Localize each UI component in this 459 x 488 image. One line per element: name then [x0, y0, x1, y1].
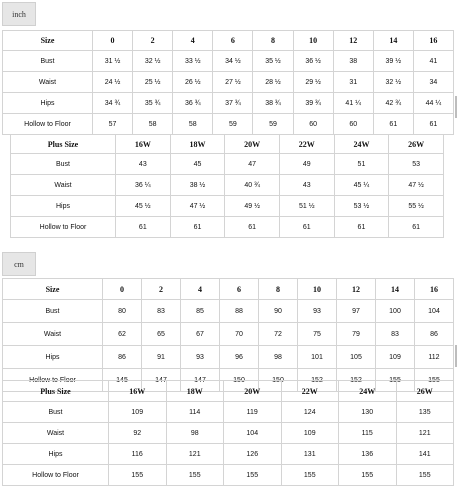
table-row	[3, 444, 454, 465]
measurement-value: 155	[396, 465, 454, 486]
measurement-value: 41	[413, 51, 453, 72]
measurement-value: 61	[279, 217, 334, 238]
measurement-value: 24 ½	[93, 72, 133, 93]
measurement-value: 62	[103, 323, 142, 346]
measurement-value: 40 ¾	[225, 175, 280, 196]
measurement-value: 34 ½	[213, 51, 253, 72]
size-header-cell: 10	[298, 279, 337, 300]
measurement-value: 36 ¾	[173, 93, 213, 114]
measurement-label: Hips	[3, 444, 109, 465]
measurement-value: 61	[170, 217, 225, 238]
measurement-value: 88	[220, 300, 259, 323]
measurement-value: 34	[413, 72, 453, 93]
table-row	[11, 196, 444, 217]
measurement-value: 61	[413, 114, 453, 135]
table-row	[3, 300, 454, 323]
measurement-value: 131	[281, 444, 339, 465]
size-header-cell: 2	[142, 279, 181, 300]
size-column-header: Plus Size	[11, 135, 116, 154]
measurement-value: 49 ½	[225, 196, 280, 217]
measurement-value: 32 ½	[373, 72, 413, 93]
plus-size-chart-inch	[10, 134, 444, 238]
measurement-value: 93	[181, 346, 220, 369]
measurement-value: 92	[109, 423, 167, 444]
measurement-value: 98	[259, 346, 298, 369]
measurement-label: Bust	[3, 51, 93, 72]
measurement-value: 83	[376, 323, 415, 346]
measurement-value: 98	[166, 423, 224, 444]
size-header-cell: 24W	[339, 381, 397, 402]
measurement-value: 47 ½	[170, 196, 225, 217]
unit-tab-inch[interactable]: inch	[2, 2, 36, 26]
measurement-value: 75	[298, 323, 337, 346]
size-column-header: Size	[3, 279, 103, 300]
size-header-cell: 22W	[281, 381, 339, 402]
measurement-value: 150	[259, 369, 298, 392]
measurement-value: 83	[142, 300, 181, 323]
size-header-cell: 20W	[224, 381, 282, 402]
measurement-value: 152	[298, 369, 337, 392]
measurement-value: 115	[339, 423, 397, 444]
table-row	[3, 465, 454, 486]
measurement-value: 116	[109, 444, 167, 465]
measurement-value: 155	[109, 465, 167, 486]
size-header-cell: 4	[181, 279, 220, 300]
measurement-value: 61	[334, 217, 389, 238]
size-header-cell: 18W	[170, 135, 225, 154]
size-header-cell: 0	[103, 279, 142, 300]
measurement-value: 65	[142, 323, 181, 346]
measurement-value: 59	[213, 114, 253, 135]
measurement-value: 59	[253, 114, 293, 135]
measurement-value: 29 ½	[293, 72, 333, 93]
measurement-label: Hollow to Floor	[3, 114, 93, 135]
measurement-value: 58	[133, 114, 173, 135]
measurement-value: 155	[224, 465, 282, 486]
table-row	[3, 346, 454, 369]
size-header-cell: 26W	[389, 135, 444, 154]
measurement-value: 130	[339, 402, 397, 423]
measurement-value: 45 ½	[116, 196, 171, 217]
measurement-label: Hips	[3, 346, 103, 369]
measurement-value: 150	[220, 369, 259, 392]
measurement-value: 60	[333, 114, 373, 135]
measurement-value: 80	[103, 300, 142, 323]
measurement-value: 104	[224, 423, 282, 444]
measurement-label: Hollow to Floor	[3, 465, 109, 486]
measurement-value: 90	[259, 300, 298, 323]
measurement-value: 32 ½	[133, 51, 173, 72]
size-header-cell: 10	[293, 31, 333, 51]
measurement-value: 70	[220, 323, 259, 346]
table-row	[3, 323, 454, 346]
measurement-value: 147	[142, 369, 181, 392]
measurement-value: 145	[103, 369, 142, 392]
scrollbar-cm[interactable]	[455, 345, 457, 367]
unit-tab-cm[interactable]: cm	[2, 252, 36, 276]
measurement-value: 38 ½	[170, 175, 225, 196]
measurement-value: 47 ½	[389, 175, 444, 196]
measurement-value: 72	[259, 323, 298, 346]
measurement-label: Waist	[3, 423, 109, 444]
measurement-value: 31 ½	[93, 51, 133, 72]
measurement-value: 34 ¾	[93, 93, 133, 114]
measurement-value: 33 ½	[173, 51, 213, 72]
measurement-value: 43	[116, 154, 171, 175]
measurement-label: Hips	[3, 93, 93, 114]
measurement-value: 155	[281, 465, 339, 486]
size-header-cell: 12	[333, 31, 373, 51]
measurement-label: Hips	[11, 196, 116, 217]
measurement-value: 109	[376, 346, 415, 369]
measurement-label: Waist	[11, 175, 116, 196]
table-row	[3, 93, 454, 114]
measurement-label: Hollow to Floor	[3, 369, 103, 392]
table-row	[3, 72, 454, 93]
measurement-value: 61	[373, 114, 413, 135]
measurement-value: 124	[281, 402, 339, 423]
measurement-value: 93	[298, 300, 337, 323]
measurement-value: 126	[224, 444, 282, 465]
measurement-value: 41 ¼	[333, 93, 373, 114]
measurement-value: 61	[389, 217, 444, 238]
measurement-value: 136	[339, 444, 397, 465]
measurement-value: 155	[339, 465, 397, 486]
measurement-value: 79	[337, 323, 376, 346]
plus-size-chart-cm	[2, 380, 454, 486]
measurement-value: 55 ½	[389, 196, 444, 217]
measurement-value: 44 ¼	[413, 93, 453, 114]
table-row	[3, 51, 454, 72]
table-row	[11, 217, 444, 238]
size-header-cell: 14	[376, 279, 415, 300]
size-header-cell: 16W	[116, 135, 171, 154]
measurement-value: 39 ½	[373, 51, 413, 72]
measurement-value: 155	[166, 465, 224, 486]
measurement-value: 38 ¾	[253, 93, 293, 114]
measurement-value: 58	[173, 114, 213, 135]
measurement-value: 35 ¾	[133, 93, 173, 114]
measurement-value: 47	[225, 154, 280, 175]
measurement-value: 104	[415, 300, 454, 323]
measurement-value: 105	[337, 346, 376, 369]
table-row	[3, 114, 454, 135]
standard-size-chart-inch	[2, 30, 454, 135]
measurement-value: 109	[109, 402, 167, 423]
measurement-value: 86	[103, 346, 142, 369]
measurement-value: 57	[93, 114, 133, 135]
scrollbar-inch[interactable]	[455, 96, 457, 118]
measurement-value: 91	[142, 346, 181, 369]
measurement-value: 42 ¾	[373, 93, 413, 114]
measurement-value: 53	[389, 154, 444, 175]
size-header-cell: 2	[133, 31, 173, 51]
measurement-value: 152	[337, 369, 376, 392]
header-row	[3, 31, 454, 51]
measurement-value: 43	[279, 175, 334, 196]
measurement-value: 26 ½	[173, 72, 213, 93]
measurement-value: 100	[376, 300, 415, 323]
size-header-cell: 16	[413, 31, 453, 51]
measurement-value: 109	[281, 423, 339, 444]
size-header-cell: 24W	[334, 135, 389, 154]
measurement-value: 53 ½	[334, 196, 389, 217]
measurement-value: 112	[415, 346, 454, 369]
size-header-cell: 8	[259, 279, 298, 300]
measurement-value: 49	[279, 154, 334, 175]
measurement-value: 61	[225, 217, 280, 238]
measurement-value: 37 ¾	[213, 93, 253, 114]
measurement-label: Hollow to Floor	[11, 217, 116, 238]
measurement-value: 35 ½	[253, 51, 293, 72]
size-header-cell: 16W	[109, 381, 167, 402]
measurement-value: 28 ½	[253, 72, 293, 93]
measurement-value: 86	[415, 323, 454, 346]
measurement-value: 85	[181, 300, 220, 323]
measurement-label: Bust	[3, 402, 109, 423]
measurement-value: 51	[334, 154, 389, 175]
header-row	[11, 135, 444, 154]
measurement-value: 155	[376, 369, 415, 392]
size-header-cell: 20W	[225, 135, 280, 154]
header-row	[3, 381, 454, 402]
size-header-cell: 6	[220, 279, 259, 300]
measurement-value: 60	[293, 114, 333, 135]
size-header-cell: 18W	[166, 381, 224, 402]
measurement-value: 25 ½	[133, 72, 173, 93]
measurement-value: 155	[415, 369, 454, 392]
measurement-value: 39 ¾	[293, 93, 333, 114]
size-column-header: Size	[3, 31, 93, 51]
header-row	[3, 279, 454, 300]
measurement-value: 96	[220, 346, 259, 369]
measurement-label: Bust	[3, 300, 103, 323]
size-header-cell: 14	[373, 31, 413, 51]
size-header-cell: 8	[253, 31, 293, 51]
measurement-value: 61	[116, 217, 171, 238]
measurement-value: 119	[224, 402, 282, 423]
measurement-label: Bust	[11, 154, 116, 175]
table-row	[3, 402, 454, 423]
measurement-value: 38	[333, 51, 373, 72]
measurement-value: 101	[298, 346, 337, 369]
measurement-value: 114	[166, 402, 224, 423]
measurement-value: 97	[337, 300, 376, 323]
size-header-cell: 0	[93, 31, 133, 51]
measurement-label: Waist	[3, 323, 103, 346]
measurement-value: 121	[396, 423, 454, 444]
measurement-value: 27 ½	[213, 72, 253, 93]
measurement-label: Waist	[3, 72, 93, 93]
standard-size-chart-cm	[2, 278, 454, 392]
size-header-cell: 12	[337, 279, 376, 300]
measurement-value: 45 ¼	[334, 175, 389, 196]
measurement-value: 36 ½	[293, 51, 333, 72]
measurement-value: 141	[396, 444, 454, 465]
measurement-value: 135	[396, 402, 454, 423]
table-row	[11, 175, 444, 196]
size-column-header: Plus Size	[3, 381, 109, 402]
table-row	[3, 423, 454, 444]
measurement-value: 36 ¼	[116, 175, 171, 196]
measurement-value: 51 ½	[279, 196, 334, 217]
measurement-value: 121	[166, 444, 224, 465]
size-header-cell: 26W	[396, 381, 454, 402]
size-header-cell: 22W	[279, 135, 334, 154]
measurement-value: 45	[170, 154, 225, 175]
measurement-value: 147	[181, 369, 220, 392]
measurement-value: 31	[333, 72, 373, 93]
size-header-cell: 4	[173, 31, 213, 51]
size-header-cell: 6	[213, 31, 253, 51]
measurement-value: 67	[181, 323, 220, 346]
table-row	[11, 154, 444, 175]
size-header-cell: 16	[415, 279, 454, 300]
